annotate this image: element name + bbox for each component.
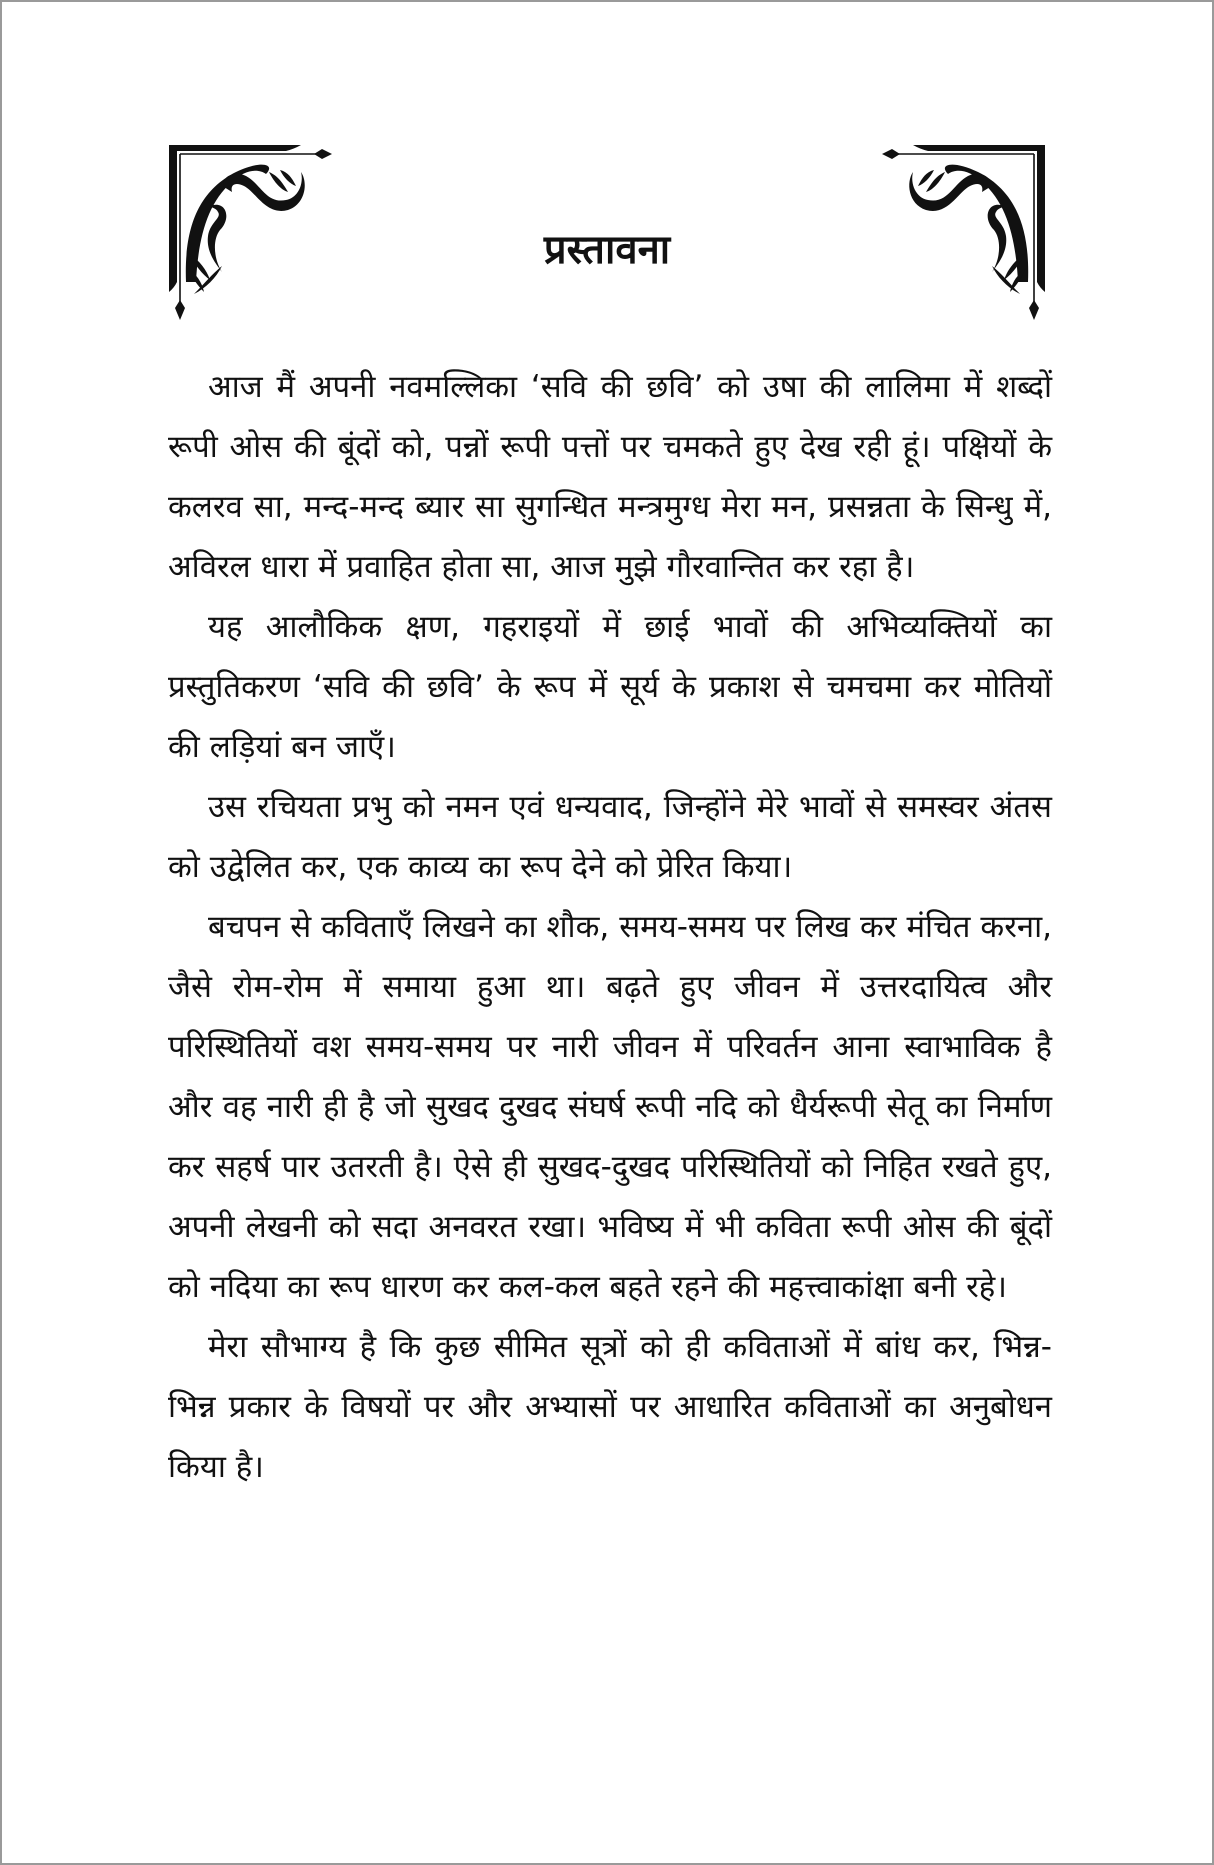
paragraph-4: बचपन से कविताएँ लिखने का शौक, समय-समय पर लिख कर मंचित करना, जैसे रोम-रोम में समाया हुआ था। बढ़ते हुए जीवन में उत्तरदायित्व और परिस्थितियों वश समय-समय पर नारी जीवन में परिवर्तन आना स्वाभाविक है और वह नारी ही है जो सुखद दुखद संघर्ष रूपी नदि को धैर्यरूपी सेतू का निर्माण कर सहर्ष पार उतरती है। ऐसे ही सुखद-दुखद परिस्थितियों को निहित रखते हुए, अपनी लेखनी को सदा अनवरत रखा। भविष्य में भी कविता रूपी ओस की बूंदों को नदिया का रूप धारण कर कल-कल बहते रहने की महत्त्वाकांक्षा बनी रहे। [168,909,1052,1305]
preface-body [168,357,1052,1497]
paragraph-5: मेरा सौभाग्य है कि कुछ सीमित सूत्रों को ही कविताओं में बांध कर, भिन्न-भिन्न प्रकार के विषयों पर और अभ्यासों पर आधारित कविताओं का अनुबोधन किया है। [168,1329,1052,1485]
paragraph-3: उस रचियता प्रभु को नमन एवं धन्यवाद, जिन्होंने मेरे भावों से समस्वर अंतस को उद्वेलित कर, एक काव्य का रूप देने को प्रेरित किया। [168,789,1052,885]
page-title: प्रस्तावना [543,227,671,273]
paragraph-1: आज मैं अपनी नवमल्लिका ‘सवि की छवि’ को उषा की लालिमा में शब्दों रूपी ओस की बूंदों को, पन्नों रूपी पत्तों पर चमकते हुए देख रही हूं। पक्षियों के कलरव सा, मन्द-मन्द ब्यार सा सुगन्धित मन्त्रमुग्ध मेरा मन, प्रसन्नता के सिन्धु में, अविरल धारा में प्रवाहित होता सा, आज मुझे गौरवान्तित कर रहा है। [168,369,1052,585]
paragraph-2: यह आलौकिक क्षण, गहराइयों में छाई भावों की अभिव्यक्तियों का प्रस्तुतिकरण ‘सवि की छवि’ के रूप में सूर्य के प्रकाश से चमचमा कर मोतियों की लड़ियां बन जाएँ। [168,609,1052,765]
